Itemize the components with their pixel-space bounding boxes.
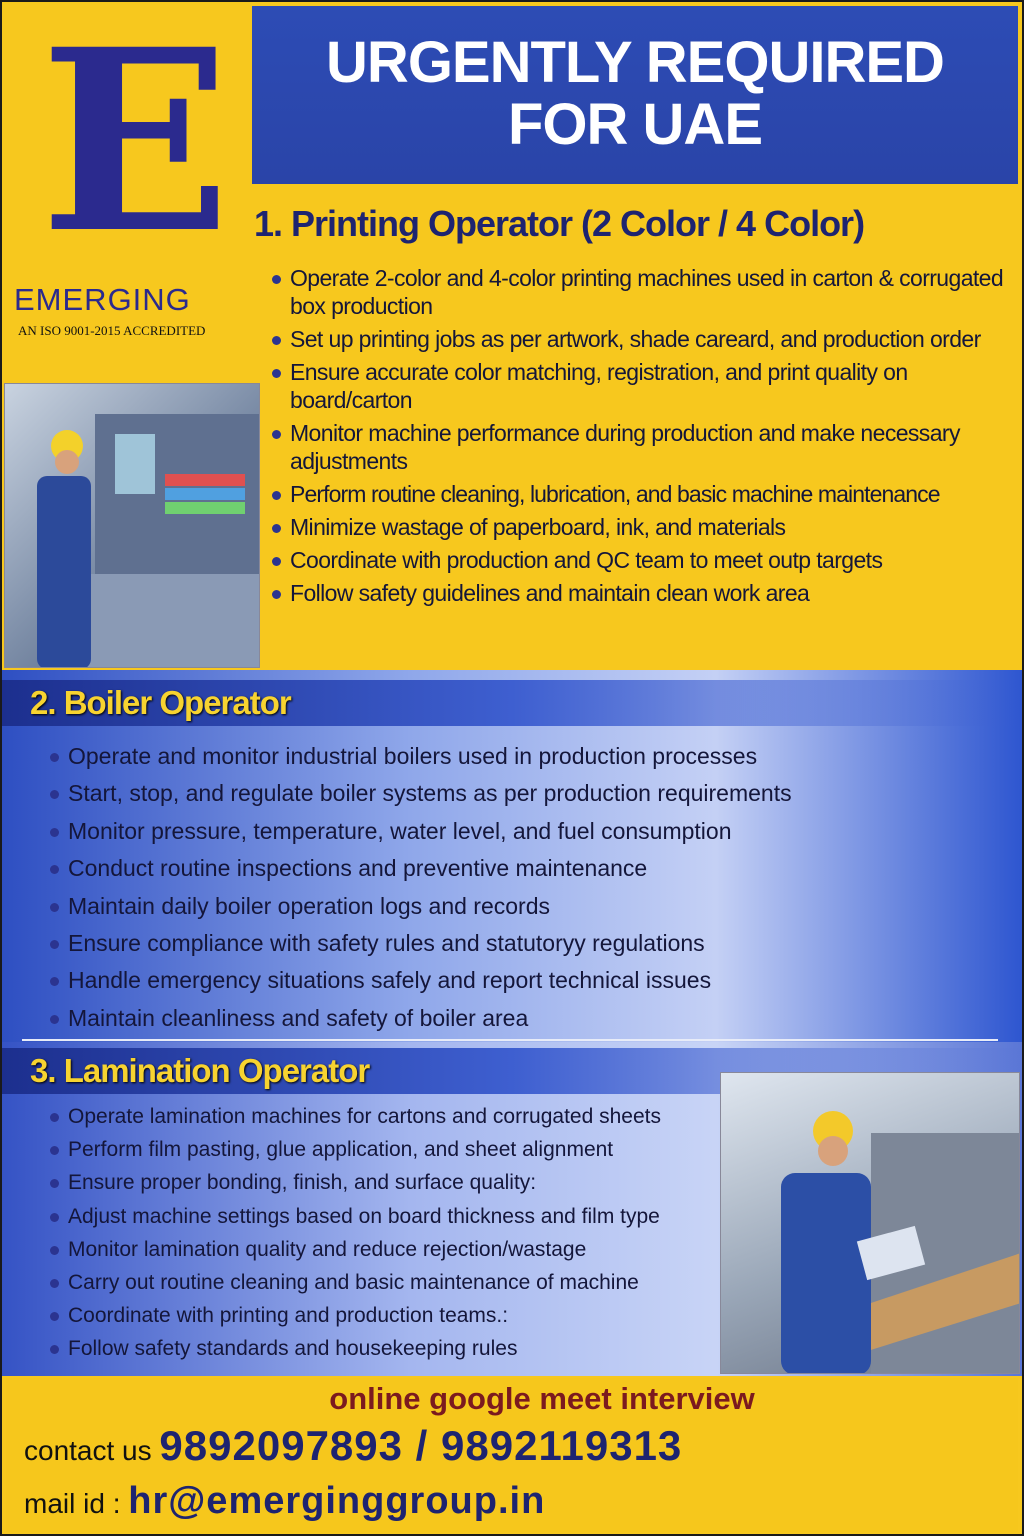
phone-numbers[interactable]: 9892097893 / 9892119313 — [159, 1422, 683, 1469]
list-item: Conduct routine inspections and preventive maintenance — [46, 850, 792, 887]
headline-line1: URGENTLY REQUIRED — [326, 30, 944, 95]
list-item: Ensure compliance with safety rules and statutoryy regulations — [46, 925, 792, 962]
list-item: Maintain daily boiler operation logs and records — [46, 888, 792, 925]
section-title-printing: 1. Printing Operator (2 Color / 4 Color) — [254, 203, 865, 244]
list-item: Follow safety guidelines and maintain clean work area — [268, 579, 1020, 607]
contact-label: contact us — [24, 1435, 152, 1466]
list-item: Monitor machine performance during production and make necessary adjustments — [268, 419, 1020, 475]
list-item: Operate 2-color and 4-color printing machines used in carton & corrugated box production — [268, 264, 1020, 320]
lamination-operator-photo — [720, 1072, 1020, 1374]
headline-line2: FOR UAE — [508, 92, 762, 157]
list-item: Perform film pasting, glue application, and sheet alignment — [46, 1133, 661, 1166]
list-item: Maintain cleanliness and safety of boiler area — [46, 1000, 792, 1037]
list-item: Coordinate with production and QC team to meet outp targets — [268, 546, 1020, 574]
headline-banner — [252, 6, 1018, 184]
list-item: Operate and monitor industrial boilers used in production processes — [46, 738, 792, 775]
list-item: Ensure accurate color matching, registration, and print quality on board/carton — [268, 358, 1020, 414]
list-item: Set up printing jobs as per artwork, shade careard, and production order — [268, 325, 1020, 353]
mail-label: mail id : — [24, 1488, 121, 1519]
list-item: Monitor lamination quality and reduce rejection/wastage — [46, 1233, 661, 1266]
section-divider — [22, 1039, 998, 1041]
worker-at-lamination-machine-image — [721, 1073, 1020, 1374]
section-title-lamination: 3. Lamination Operator — [30, 1052, 370, 1089]
list-item: Start, stop, and regulate boiler systems as per production requirements — [46, 775, 792, 812]
email-address[interactable]: hr@emerginggroup.in — [128, 1480, 546, 1522]
list-item: Coordinate with printing and production teams.: — [46, 1299, 661, 1332]
worker-at-printing-machine-image — [5, 384, 260, 668]
list-item: Minimize wastage of paperboard, ink, and materials — [268, 513, 1020, 541]
job-poster — [2, 2, 1022, 1534]
printing-duties-list — [268, 264, 1020, 612]
printing-operator-photo — [4, 383, 260, 668]
logo-accreditation: AN ISO 9001-2015 ACCREDITED — [18, 323, 206, 338]
list-item: Perform routine cleaning, lubrication, and basic machine maintenance — [268, 480, 1020, 508]
logo-letter: E — [40, 2, 231, 288]
list-item: Carry out routine cleaning and basic maintenance of machine — [46, 1266, 661, 1299]
interview-mode: online google meet interview — [329, 1381, 755, 1416]
contact-footer — [6, 1378, 1018, 1532]
mail-row — [24, 1476, 545, 1526]
list-item: Operate lamination machines for cartons and corrugated sheets — [46, 1100, 661, 1133]
list-item: Follow safety standards and housekeeping rules — [46, 1332, 661, 1365]
section-header-bar — [2, 680, 1022, 726]
list-item: Ensure proper bonding, finish, and surface quality: — [46, 1166, 661, 1199]
list-item: Handle emergency situations safely and report technical issues — [46, 962, 792, 999]
contact-row — [24, 1420, 682, 1472]
logo-name: EMERGING — [14, 282, 191, 317]
list-item: Adjust machine settings based on board thickness and film type — [46, 1200, 661, 1233]
section-title-boiler: 2. Boiler Operator — [30, 684, 291, 721]
emerging-logo — [12, 2, 248, 340]
list-item: Monitor pressure, temperature, water level, and fuel consumption — [46, 813, 792, 850]
lamination-duties-list — [46, 1100, 661, 1366]
boiler-operator-section — [2, 670, 1022, 1042]
boiler-duties-list — [46, 738, 792, 1037]
